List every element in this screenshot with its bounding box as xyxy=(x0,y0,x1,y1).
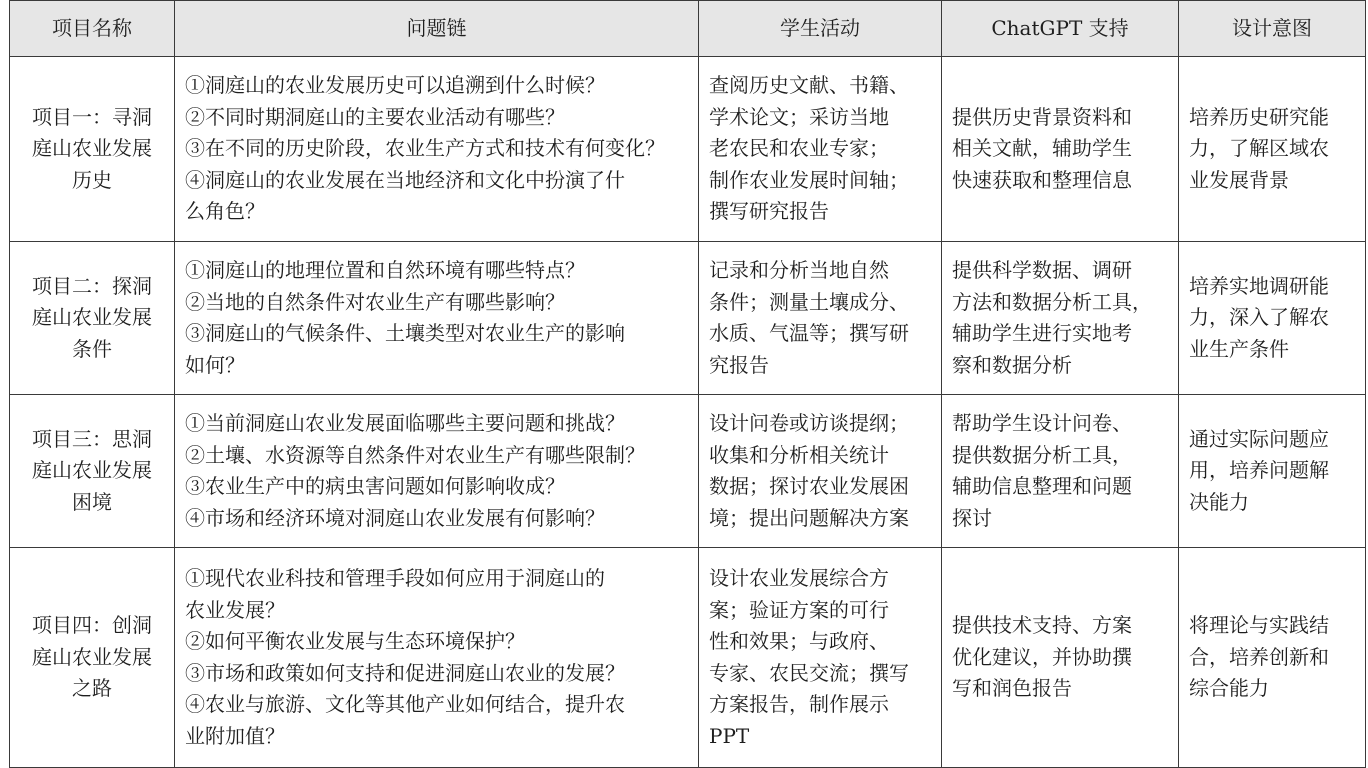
question-line: ④洞庭山的农业发展在当地经济和文化中扮演了什 xyxy=(185,167,625,192)
activity-line: 条件；测量土壤成分、 xyxy=(709,289,909,314)
header-project-name: 项目名称 xyxy=(10,1,175,57)
question-line: ②当地的自然条件对农业生产有哪些影响？ xyxy=(185,289,565,314)
student-activity-cell xyxy=(699,242,942,395)
support-line: 提供历史背景资料和 xyxy=(952,104,1132,129)
support-line: 帮助学生设计问卷、 xyxy=(952,411,1132,435)
activity-line: 收集和分析相关统计 xyxy=(709,442,889,467)
project-name-cell xyxy=(10,548,175,768)
activity-line: PPT xyxy=(709,723,750,748)
question-line: ①洞庭山的农业发展历史可以追溯到什么时候？ xyxy=(185,73,605,98)
project-name-line: 困境 xyxy=(72,489,112,514)
support-line: 辅助信息整理和问题 xyxy=(952,474,1132,498)
header-chatgpt-support: ChatGPT 支持 xyxy=(942,1,1179,57)
project-name-line: 庭山农业发展 xyxy=(32,644,152,669)
header-question-chain: 问题链 xyxy=(175,1,699,57)
question-line: ③洞庭山的气候条件、土壤类型对农业生产的影响 xyxy=(185,321,625,345)
activity-line: 制作农业发展时间轴； xyxy=(709,167,909,192)
activity-line: 撰写研究报告 xyxy=(709,199,829,224)
activity-line: 设计农业发展综合方 xyxy=(709,566,889,590)
support-line: 写和润色报告 xyxy=(952,676,1072,701)
intent-line: 将理论与实践结 xyxy=(1189,613,1329,638)
question-line: ①当前洞庭山农业发展面临哪些主要问题和挑战？ xyxy=(185,411,625,435)
support-line: 提供数据分析工具， xyxy=(952,442,1132,467)
support-line: 提供科学数据、调研 xyxy=(952,258,1132,282)
project-name-cell xyxy=(10,395,175,548)
intent-line: 力，深入了解农 xyxy=(1189,305,1329,330)
question-line: ②如何平衡农业发展与生态环境保护？ xyxy=(185,629,525,653)
activity-line: 境；提出问题解决方案 xyxy=(709,505,909,530)
support-line: 快速获取和整理信息 xyxy=(952,167,1132,192)
project-name-line: 条件 xyxy=(72,336,112,361)
question-line: 如何？ xyxy=(185,352,245,377)
question-chain-cell xyxy=(175,395,699,548)
project-name-cell xyxy=(10,242,175,395)
support-line: 方法和数据分析工具， xyxy=(952,289,1152,314)
support-line: 探讨 xyxy=(952,505,992,530)
project-name-line: 项目一：寻洞 xyxy=(32,104,152,129)
activity-line: 性和效果；与政府、 xyxy=(709,629,889,653)
table-row xyxy=(10,57,1366,242)
activity-line: 数据；探讨农业发展困 xyxy=(709,474,909,498)
question-line: 业附加值？ xyxy=(185,723,285,748)
intent-line: 业生产条件 xyxy=(1189,336,1289,361)
intent-line: 通过实际问题应 xyxy=(1189,426,1329,451)
project-name-line: 项目三：思洞 xyxy=(32,426,152,451)
project-table xyxy=(9,0,1366,768)
design-intent-cell xyxy=(1179,395,1366,548)
question-line: ④农业与旅游、文化等其他产业如何结合，提升农 xyxy=(185,692,625,716)
design-intent-cell xyxy=(1179,57,1366,242)
support-line: 相关文献，辅助学生 xyxy=(952,136,1132,161)
question-chain-cell xyxy=(175,57,699,242)
activity-line: 记录和分析当地自然 xyxy=(709,258,889,282)
intent-line: 培养实地调研能 xyxy=(1189,273,1329,298)
activity-line: 学术论文；采访当地 xyxy=(709,104,889,129)
project-name-line: 项目二：探洞 xyxy=(32,273,152,298)
project-name-line: 历史 xyxy=(72,167,112,192)
activity-line: 水质、气温等；撰写研 xyxy=(709,321,909,345)
activity-line: 案；验证方案的可行 xyxy=(709,597,889,622)
intent-line: 合，培养创新和 xyxy=(1189,644,1329,669)
student-activity-cell xyxy=(699,395,942,548)
question-line: ③在不同的历史阶段，农业生产方式和技术有何变化？ xyxy=(185,136,665,161)
intent-line: 力，了解区域农 xyxy=(1189,136,1329,161)
header-student-activity: 学生活动 xyxy=(699,1,942,57)
table-row xyxy=(10,548,1366,768)
student-activity-cell xyxy=(699,57,942,242)
project-name-cell xyxy=(10,57,175,242)
support-line: 优化建议，并协助撰 xyxy=(952,644,1132,669)
project-name-line: 庭山农业发展 xyxy=(32,305,152,330)
chatgpt-support-cell xyxy=(942,57,1179,242)
question-chain-cell xyxy=(175,548,699,768)
activity-line: 专家、农民交流；撰写 xyxy=(709,660,909,685)
activity-line: 设计问卷或访谈提纲； xyxy=(709,411,909,435)
activity-line: 老农民和农业专家； xyxy=(709,136,889,161)
activity-line: 方案报告，制作展示 xyxy=(709,692,889,716)
intent-line: 综合能力 xyxy=(1189,676,1269,701)
support-line: 辅助学生进行实地考 xyxy=(952,321,1132,345)
student-activity-cell xyxy=(699,548,942,768)
question-line: ③市场和政策如何支持和促进洞庭山农业的发展？ xyxy=(185,660,625,685)
question-line: ④市场和经济环境对洞庭山农业发展有何影响？ xyxy=(185,505,605,530)
design-intent-cell xyxy=(1179,548,1366,768)
header-design-intent: 设计意图 xyxy=(1179,1,1366,57)
question-line: ③农业生产中的病虫害问题如何影响收成？ xyxy=(185,474,565,498)
intent-line: 培养历史研究能 xyxy=(1189,104,1329,129)
chatgpt-support-cell xyxy=(942,242,1179,395)
table-row xyxy=(10,395,1366,548)
header-row xyxy=(10,1,1366,57)
chatgpt-support-cell xyxy=(942,548,1179,768)
support-line: 提供技术支持、方案 xyxy=(952,613,1132,638)
project-name-line: 项目四：创洞 xyxy=(32,613,152,638)
question-chain-cell xyxy=(175,242,699,395)
question-line: ①现代农业科技和管理手段如何应用于洞庭山的 xyxy=(185,566,605,590)
support-line: 察和数据分析 xyxy=(952,352,1072,377)
question-line: ②土壤、水资源等自然条件对农业生产有哪些限制？ xyxy=(185,442,645,467)
project-name-line: 庭山农业发展 xyxy=(32,136,152,161)
table-row xyxy=(10,242,1366,395)
project-name-line: 之路 xyxy=(72,676,112,701)
activity-line: 究报告 xyxy=(709,352,769,377)
question-line: ①洞庭山的地理位置和自然环境有哪些特点？ xyxy=(185,258,585,282)
activity-line: 查阅历史文献、书籍、 xyxy=(709,73,909,98)
question-line: ②不同时期洞庭山的主要农业活动有哪些？ xyxy=(185,104,565,129)
question-line: 么角色？ xyxy=(185,199,265,224)
question-line: 农业发展？ xyxy=(185,597,285,622)
project-name-line: 庭山农业发展 xyxy=(32,458,152,483)
design-intent-cell xyxy=(1179,242,1366,395)
intent-line: 用，培养问题解 xyxy=(1189,458,1329,483)
intent-line: 业发展背景 xyxy=(1189,167,1289,192)
chatgpt-support-cell xyxy=(942,395,1179,548)
intent-line: 决能力 xyxy=(1189,489,1249,514)
